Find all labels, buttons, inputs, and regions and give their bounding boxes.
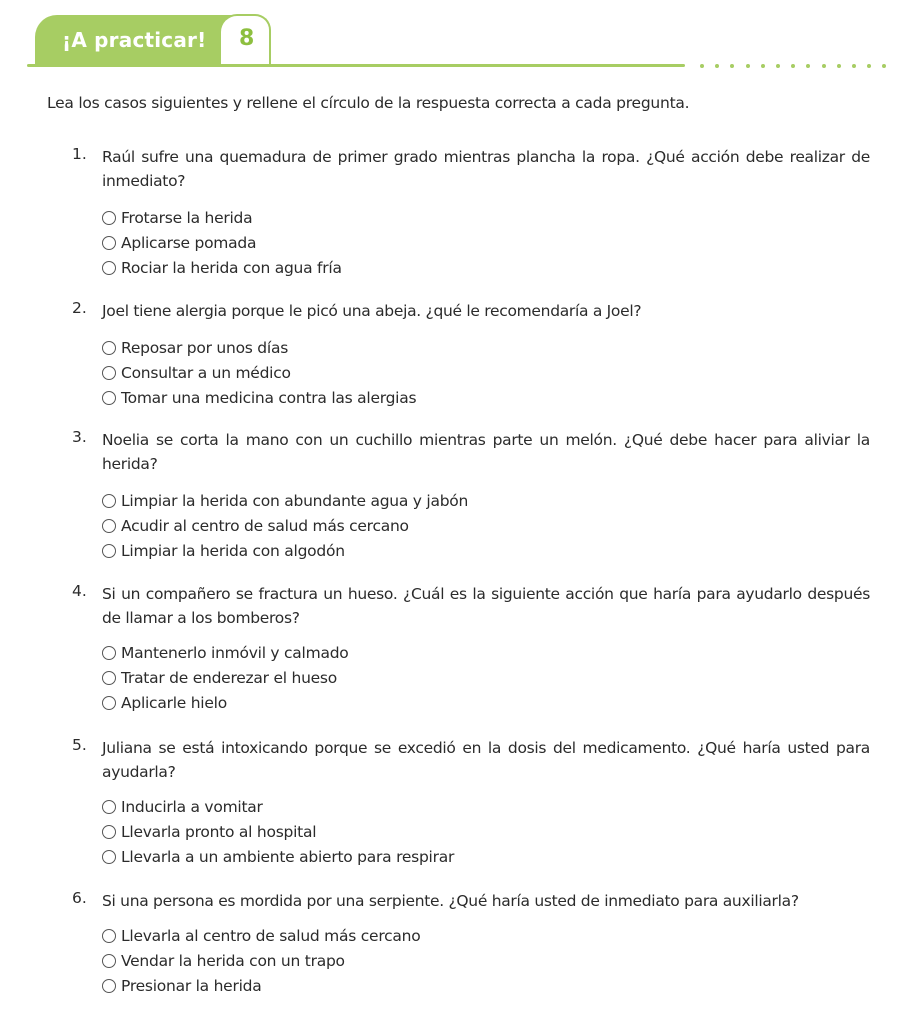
- question-text: Si una persona es mordida por una serpiente. ¿Qué haría usted de inmediato para auxiliarla?: [102, 892, 799, 910]
- answer-option[interactable]: Llevarla a un ambiente abierto para respirar: [102, 844, 454, 869]
- radio-circle-icon[interactable]: [102, 261, 116, 275]
- divider-dot: [837, 64, 841, 68]
- answer-option[interactable]: Llevarla al centro de salud más cercano: [102, 923, 420, 948]
- section-title: ¡A practicar!: [62, 28, 207, 52]
- answer-options: [102, 205, 342, 280]
- answer-option[interactable]: Reposar por unos días: [102, 335, 416, 360]
- question-text: Noelia se corta la mano con un cuchillo mientras parte un melón. ¿Qué debe hacer para aliviar la herida?: [102, 431, 870, 473]
- answer-option[interactable]: Frotarse la herida: [102, 205, 342, 230]
- radio-circle-icon[interactable]: [102, 671, 116, 685]
- divider-dot: [806, 64, 810, 68]
- answer-option[interactable]: Aplicarle hielo: [102, 690, 349, 715]
- answer-option[interactable]: Acudir al centro de salud más cercano: [102, 513, 468, 538]
- radio-circle-icon[interactable]: [102, 236, 116, 250]
- answer-options: [102, 794, 454, 869]
- radio-circle-icon[interactable]: [102, 929, 116, 943]
- answer-option[interactable]: Llevarla pronto al hospital: [102, 819, 454, 844]
- divider-dot: [761, 64, 765, 68]
- radio-circle-icon[interactable]: [102, 544, 116, 558]
- section-number: 8: [239, 26, 255, 51]
- question-number: 4.: [72, 582, 87, 600]
- question-text: Joel tiene alergia porque le picó una abeja. ¿qué le recomendaría a Joel?: [102, 302, 642, 320]
- divider-dot: [791, 64, 795, 68]
- section-header: [0, 0, 898, 80]
- question-number: 6.: [72, 889, 87, 907]
- radio-circle-icon[interactable]: [102, 391, 116, 405]
- divider-dot: [882, 64, 886, 68]
- radio-circle-icon[interactable]: [102, 825, 116, 839]
- radio-circle-icon[interactable]: [102, 341, 116, 355]
- answer-option[interactable]: Tratar de enderezar el hueso: [102, 665, 349, 690]
- radio-circle-icon[interactable]: [102, 696, 116, 710]
- radio-circle-icon[interactable]: [102, 211, 116, 225]
- radio-circle-icon[interactable]: [102, 494, 116, 508]
- header-divider-line: [27, 64, 685, 67]
- answer-option[interactable]: Tomar una medicina contra las alergias: [102, 385, 416, 410]
- answer-options: [102, 923, 420, 998]
- radio-circle-icon[interactable]: [102, 646, 116, 660]
- question-text: Raúl sufre una quemadura de primer grado mientras plancha la ropa. ¿Qué acción debe realizar de inmediato?: [102, 148, 870, 190]
- question-number: 2.: [72, 299, 87, 317]
- question-number: 3.: [72, 428, 87, 446]
- answer-option[interactable]: Inducirla a vomitar: [102, 794, 454, 819]
- answer-option[interactable]: Limpiar la herida con algodón: [102, 538, 468, 563]
- radio-circle-icon[interactable]: [102, 519, 116, 533]
- divider-dot: [822, 64, 826, 68]
- divider-dot: [746, 64, 750, 68]
- radio-circle-icon[interactable]: [102, 366, 116, 380]
- answer-option[interactable]: Limpiar la herida con abundante agua y jabón: [102, 488, 468, 513]
- answer-option[interactable]: Rociar la herida con agua fría: [102, 255, 342, 280]
- divider-dot: [715, 64, 719, 68]
- divider-dot: [700, 64, 704, 68]
- divider-dot: [852, 64, 856, 68]
- divider-dot: [730, 64, 734, 68]
- question-text: Si un compañero se fractura un hueso. ¿Cuál es la siguiente acción que haría para ayudarlo después de llamar a los bomberos?: [102, 585, 870, 627]
- answer-option[interactable]: Mantenerlo inmóvil y calmado: [102, 640, 349, 665]
- question-number: 1.: [72, 145, 87, 163]
- answer-option[interactable]: Aplicarse pomada: [102, 230, 342, 255]
- answer-options: [102, 640, 349, 715]
- radio-circle-icon[interactable]: [102, 979, 116, 993]
- question-number: 5.: [72, 736, 87, 754]
- radio-circle-icon[interactable]: [102, 850, 116, 864]
- radio-circle-icon[interactable]: [102, 954, 116, 968]
- answer-option[interactable]: Consultar a un médico: [102, 360, 416, 385]
- divider-dot: [776, 64, 780, 68]
- answer-options: [102, 488, 468, 563]
- instructions-text: Lea los casos siguientes y rellene el círculo de la respuesta correcta a cada pregunta.: [47, 94, 690, 112]
- divider-dot: [867, 64, 871, 68]
- answer-options: [102, 335, 416, 410]
- answer-option[interactable]: Vendar la herida con un trapo: [102, 948, 420, 973]
- radio-circle-icon[interactable]: [102, 800, 116, 814]
- answer-option[interactable]: Presionar la herida: [102, 973, 420, 998]
- question-text: Juliana se está intoxicando porque se excedió en la dosis del medicamento. ¿Qué haría usted para ayudarla?: [102, 739, 870, 781]
